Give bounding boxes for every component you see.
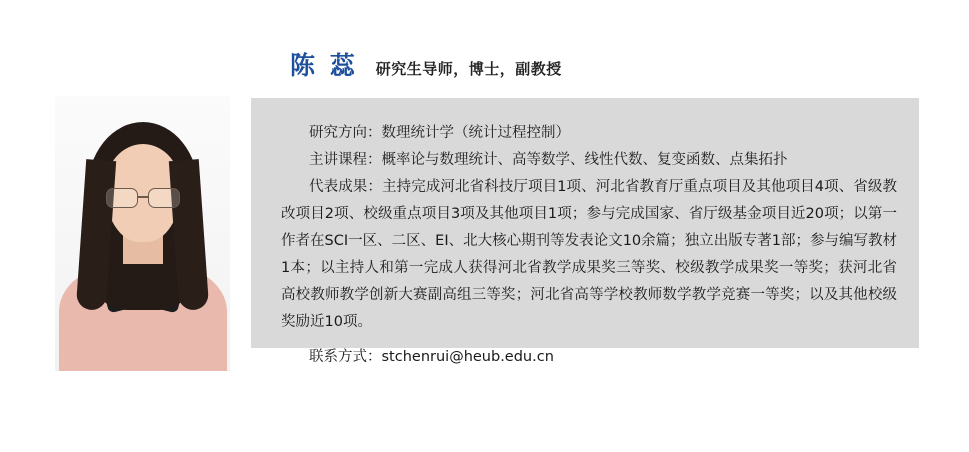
glasses-lens-left <box>106 188 138 208</box>
contact-email[interactable]: stchenrui@heub.edu.cn <box>381 349 554 365</box>
portrait-image <box>55 96 230 371</box>
contact-label: 联系方式： <box>309 349 382 365</box>
portrait-photo <box>55 96 230 371</box>
research-direction-label: 研究方向： <box>309 125 382 141</box>
achievements-value: 主持完成河北省科技厅项目1项、河北省教育厅重点项目及其他项目4项、省级教改项目2项、校级重点项目3项及其他项目1项；参与完成国家、省厅级基金项目近20项；以第一作者在SCI一区、二区、EI、北大核心期刊等发表论文10余篇；独立出版专著1部；参与编写教材1本；以主持人和第一完成人获得河北省教学成果奖三等奖、校级教学成果奖一等奖；获河北省高校教师教学创新大赛副高组三等奖；河北省高等学校教师数学教学竞赛一等奖；以及其他校级奖励近10项。 <box>281 179 898 330</box>
glasses-icon <box>104 188 182 208</box>
research-direction-row <box>281 120 897 147</box>
courses-row <box>281 147 897 174</box>
profile-details-panel <box>251 98 919 365</box>
achievements-label: 代表成果： <box>309 179 383 195</box>
name-header <box>290 46 562 82</box>
research-direction-value: 数理统计学（统计过程控制） <box>381 125 570 141</box>
person-titles: 研究生导师，博士，副教授 <box>375 60 562 78</box>
achievements-row <box>281 174 897 336</box>
glasses-lens-right <box>148 188 180 208</box>
courses-label: 主讲课程： <box>309 152 382 168</box>
courses-value: 概率论与数理统计、高等数学、线性代数、复变函数、点集拓扑 <box>381 152 788 168</box>
person-name: 陈 蕊 <box>290 51 358 80</box>
contact-row <box>281 344 897 371</box>
